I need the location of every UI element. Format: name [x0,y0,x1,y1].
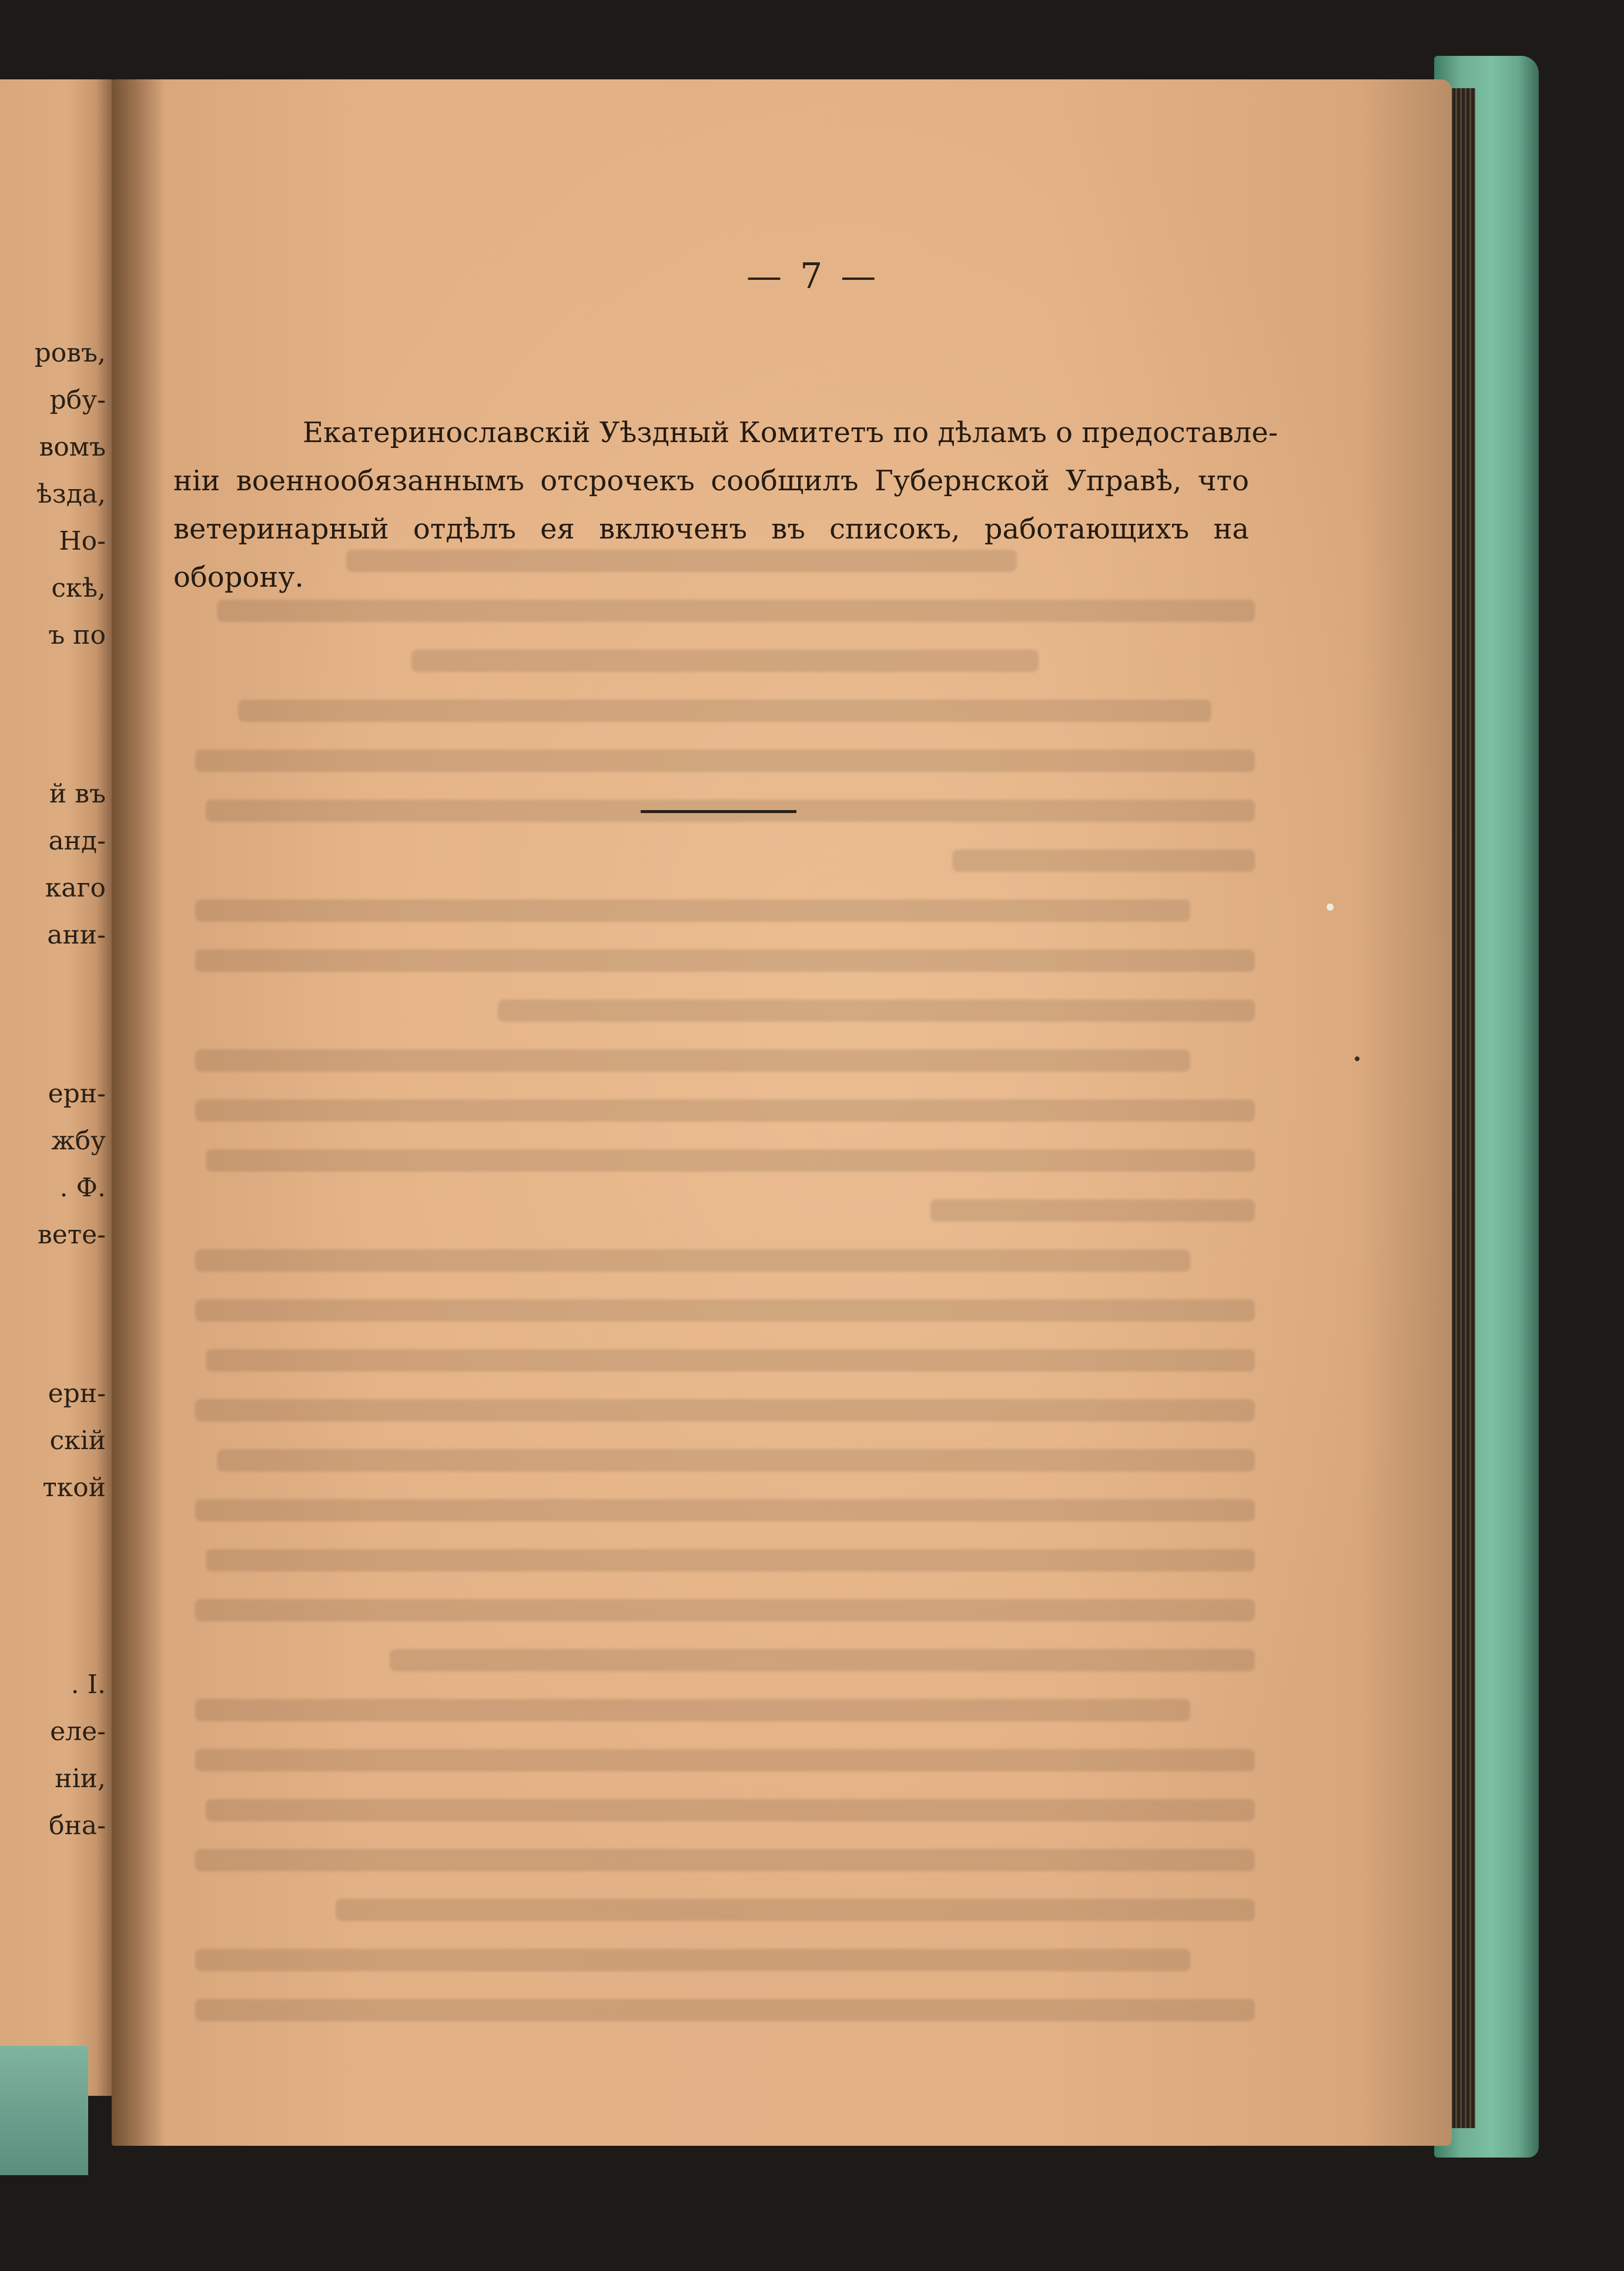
fragment-line: ніи, [55,1764,106,1794]
section-divider [641,810,796,813]
fragment-line: ани- [47,920,106,950]
text-line: Екатеринославскій Уѣздный Комитетъ по дѣламъ о предоставле- [303,416,1278,449]
paragraph [173,409,1278,601]
fragment-line: бна- [49,1811,106,1841]
gutter-shadow [112,79,165,2146]
fragment-line: скѣ, [51,573,106,603]
fragment-line: ткой [42,1473,106,1503]
paper-speck [1327,904,1334,911]
fragment-line: ъ по [48,620,106,650]
reverse-side-show-through [173,550,1255,2049]
fragment-line: Но- [59,526,106,556]
fragment-line: ѣзда, [36,479,106,509]
page-number: — 7 — [746,256,880,297]
fragment-line: й въ [49,779,106,809]
fragment-line: жбу [51,1126,106,1156]
previous-page-text [0,79,113,2096]
fragment-line: . Ф. [59,1173,106,1203]
text-line: оборону. [173,561,304,594]
fragment-line: вете- [37,1220,106,1250]
main-page [112,79,1452,2146]
fragment-line: рбу- [49,385,106,415]
fragment-line: скій [49,1426,106,1456]
fragment-line: . I. [71,1670,106,1700]
previous-page-binding [0,2046,88,2175]
text-line: ніи военнообязаннымъ отсрочекъ сообщилъ Губернской Управѣ, что [173,464,1249,497]
fragment-line: ерн- [48,1379,106,1409]
fragment-line: каго [45,873,106,903]
paper-speck [1355,1056,1360,1061]
fragment-line: ерн- [48,1079,106,1109]
fragment-line: анд- [48,826,106,856]
fragment-line: ровъ, [34,338,106,368]
previous-page-fragment [0,79,113,2096]
fragment-line: еле- [50,1717,106,1747]
text-line: ветеринарный отдѣлъ ея включенъ въ списокъ, работающихъ на [173,513,1249,546]
fragment-line: вомъ [39,432,106,462]
